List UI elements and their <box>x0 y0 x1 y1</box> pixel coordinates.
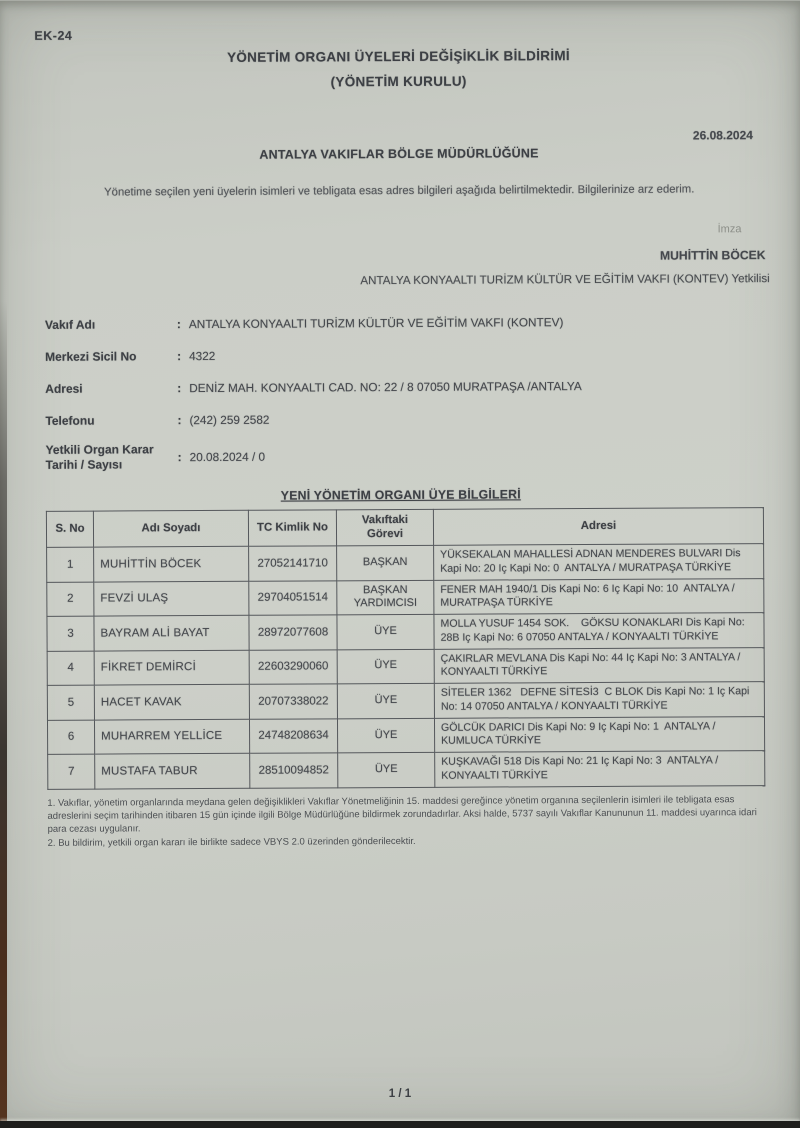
field-separator: : <box>177 450 182 465</box>
field-value: DENİZ MAH. KONYAALTI CAD. NO: 22 / 8 07050 MURATPAŞA /ANTALYA <box>189 379 582 396</box>
table-row <box>47 578 764 616</box>
cell-tc: 24748208634 <box>249 718 337 753</box>
photo-bottom-edge <box>0 1121 800 1128</box>
field-row-adres <box>45 375 760 399</box>
cell-name: FEVZİ ULAŞ <box>94 581 249 616</box>
cell-address: YÜKSEKALAN MAHALLESİ ADNAN MENDERES BULVARI Dis Kapi No: 20 Iç Kapi No: 0 ANTALYA / MURATPAŞA TÜRKİYE <box>434 544 764 580</box>
cell-no: 2 <box>47 582 94 617</box>
table-header-row <box>46 508 763 548</box>
field-value: 20.08.2024 / 0 <box>189 449 266 465</box>
table-row <box>47 716 764 754</box>
cell-name: MUSTAFA TABUR <box>95 753 250 788</box>
footnote-2: 2. Bu bildirim, yetkili organ kararı ile birlikte sadece VBYS 2.0 üzerinden gönderilecektir. <box>47 835 416 849</box>
intro-paragraph: Yönetime seçilen yeni üyelerin isimleri ve tebligata esas adres bilgileri aşağıda belirtilmektedir. Bilgilerinize arz ederim. <box>104 183 695 199</box>
cell-name: MUHİTTİN BÖCEK <box>94 546 249 581</box>
cell-address: MOLLA YUSUF 1454 SOK. GÖKSU KONAKLARI Dis Kapi No: 28B Iç Kapi No: 6 07050 ANTALYA / KONYAALTI TÜRKİYE <box>434 613 764 649</box>
page-number: 1 / 1 <box>388 1088 412 1100</box>
header-adi-soyadi: Adı Soyadı <box>93 510 248 547</box>
table-row <box>47 682 764 720</box>
photo-left-table-edge <box>0 301 7 1122</box>
table-row <box>47 647 764 685</box>
signer-title: ANTALYA KONYAALTI TURİZM KÜLTÜR VE EĞİTİM VAKFI (KONTEV) Yetkilisi <box>360 272 770 288</box>
table-row <box>47 613 764 651</box>
cell-name: HACET KAVAK <box>94 684 249 719</box>
cell-tc: 20707338022 <box>249 684 337 719</box>
header-gorev: Vakıftaki Görevi <box>336 509 433 546</box>
header-sno: S. No <box>46 511 93 547</box>
field-row-karar-tarihi <box>46 439 761 473</box>
cell-address: FENER MAH 1940/1 Dis Kapi No: 6 Iç Kapi No: 10 ANTALYA / MURATPAŞA TÜRKİYE <box>434 578 764 614</box>
field-separator: : <box>177 381 182 396</box>
cell-tc: 27052141710 <box>249 546 337 581</box>
field-label: Yetkili Organ Karar Tarihi / Sayısı <box>45 442 154 472</box>
foundation-info-fields <box>45 311 761 473</box>
cell-no: 4 <box>47 651 94 686</box>
cell-address: GÖLCÜK DARICI Dis Kapi No: 9 Iç Kapi No: 1 ANTALYA / KUMLUCA TÜRKİYE <box>434 716 764 752</box>
cell-tc: 28972077608 <box>249 615 337 650</box>
cell-role: BAŞKAN YARDIMCISI <box>337 580 434 615</box>
field-separator: : <box>177 349 182 364</box>
field-value: (242) 259 2582 <box>189 412 270 428</box>
members-table-title: YENİ YÖNETİM ORGANI ÜYE BİLGİLERİ <box>280 487 521 503</box>
cell-address: ÇAKIRLAR MEVLANA Dis Kapi No: 44 Iç Kapi No: 3 ANTALYA / KONYAALTI TÜRKİYE <box>434 647 764 683</box>
field-label: Adresi <box>45 381 83 396</box>
cell-address: KUŞKAVAĞI 518 Dis Kapi No: 21 Iç Kapi No: 3 ANTALYA / KONYAALTI TÜRKİYE <box>435 751 765 787</box>
document-title-line1: YÖNETİM ORGANI ÜYELERİ DEĞİŞİKLİK BİLDİRİMİ <box>227 48 571 65</box>
form-code-label: EK-24 <box>34 28 73 43</box>
cell-no: 7 <box>48 754 95 789</box>
cell-role: ÜYE <box>337 614 434 649</box>
recipient-line: ANTALYA VAKIFLAR BÖLGE MÜDÜRLÜĞÜNE <box>259 146 539 162</box>
cell-name: MUHARREM YELLİCE <box>94 719 249 754</box>
field-label: Telefonu <box>45 413 95 428</box>
cell-tc: 22603290060 <box>249 649 337 684</box>
signer-name: MUHİTTİN BÖCEK <box>659 248 766 263</box>
field-row-sicil-no <box>45 343 760 367</box>
cell-role: ÜYE <box>337 649 434 684</box>
cell-name: FİKRET DEMİRCİ <box>94 650 249 685</box>
field-value: 4322 <box>189 348 216 364</box>
field-row-vakif-adi <box>45 311 760 335</box>
footnote-1: 1. Vakıflar, yönetim organlarında meydana gelen değişiklikleri Vakıflar Yönetmeliğinin 15. maddesi gereğince yönetim organına seçilenlerin isimleri ile tebligata esas adreslerini seçim tarihinden itibaren 15 gün içinde ilgili Bölge Müdürlüğüne bildirmek zorundadırlar. Aksi halde, 5737 sayılı Vakıflar Kanununun 11. maddesi uyarınca idari para cezası uygulanır. <box>47 793 757 836</box>
field-separator: : <box>177 413 182 428</box>
table-row <box>47 544 764 582</box>
cell-no: 6 <box>47 720 94 755</box>
field-label: Merkezi Sicil No <box>45 348 137 364</box>
header-adres: Adresi <box>433 508 763 546</box>
cell-tc: 29704051514 <box>249 580 337 615</box>
document-title-line2: (YÖNETİM KURULU) <box>330 73 467 90</box>
table-row <box>48 751 765 789</box>
field-separator: : <box>176 317 181 332</box>
signature-placeholder: İmza <box>717 223 742 236</box>
cell-role: ÜYE <box>337 683 434 718</box>
field-row-telefon <box>45 407 760 431</box>
field-value: ANTALYA KONYAALTI TURİZM KÜLTÜR VE EĞİTİM VAKFI (KONTEV) <box>188 315 564 332</box>
cell-name: BAYRAM ALİ BAYAT <box>94 615 249 650</box>
cell-role: ÜYE <box>338 753 435 788</box>
cell-no: 5 <box>47 685 94 720</box>
cell-no: 3 <box>47 616 94 651</box>
document-date: 26.08.2024 <box>692 128 753 143</box>
cell-role: BAŞKAN <box>337 545 434 580</box>
cell-tc: 28510094852 <box>250 753 338 788</box>
document-title <box>0 42 799 96</box>
header-tc-kimlik: TC Kimlik No <box>248 510 336 546</box>
cell-address: SİTELER 1362 DEFNE SİTESİ3 C BLOK Dis Kapi No: 1 Iç Kapi No: 14 07050 ANTALYA / KONYAALTI TÜRKİYE <box>434 682 764 718</box>
cell-no: 1 <box>47 547 94 582</box>
cell-role: ÜYE <box>337 718 434 753</box>
footnotes <box>47 793 764 850</box>
field-label: Vakıf Adı <box>44 317 96 332</box>
new-members-table <box>46 507 765 789</box>
